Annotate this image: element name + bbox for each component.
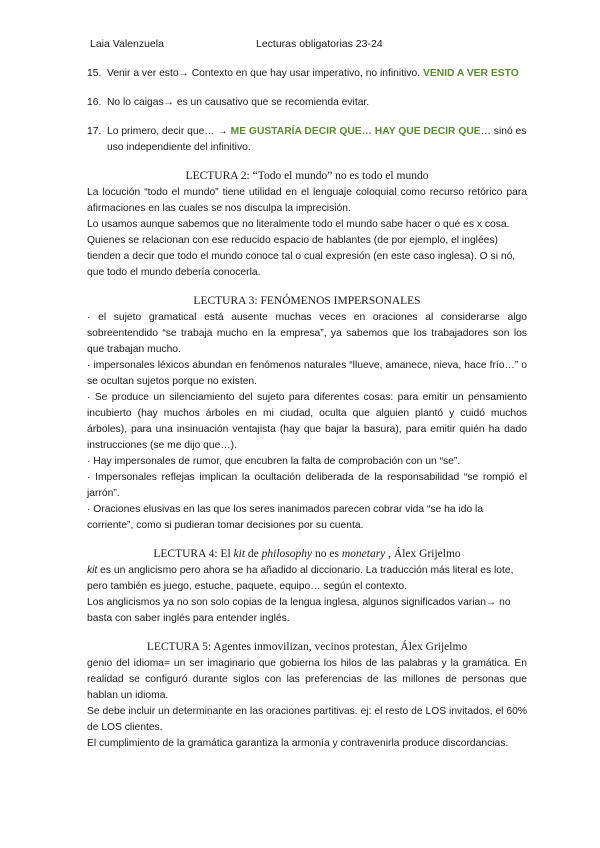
heading-part-italic: kit xyxy=(233,548,246,560)
list-text-plain: Lo primero, decir que… → xyxy=(107,126,231,137)
paragraph xyxy=(87,563,527,595)
paragraph: · Oraciones elusivas en las que los seres inanimados parecen cobrar vida “se ha ido la corriente”, como si pudieran tomar decisiones por su cuenta. xyxy=(87,504,484,531)
paragraph-text: es un anglicismo pero ahora se ha añadido al diccionario. La traducción más literal es lote, pero también es juego, estuche, paquete, equipo… según el contexto. xyxy=(87,565,514,592)
paragraph: Se debe incluir un determinante en las oraciones partitivas. ej: el resto de LOS invitados, el 60% de LOS clientes. xyxy=(87,706,527,733)
list-text-plain: … sinó es uso independiente del infinitivo. xyxy=(107,126,527,153)
italic-term: kit xyxy=(87,565,98,576)
list-text: No lo caigas→ es un causativo que se recomienda evitar. xyxy=(107,97,370,108)
list-number: 16. xyxy=(87,97,102,108)
paragraph: · Se produce un silenciamiento del sujeto para diferentes cosas: para emitir un pensamiento incubierto (hay muchos árboles en mi ciudad, oculta que alguien plantó y cuidó muchos árboles), para una insinuación ventajista (hay que bajar la basura), para emitir quién ha dado instrucciones (se me dijo que…). xyxy=(87,392,527,451)
list-text xyxy=(107,66,527,82)
highlighted-phrase: VENID A VER ESTO xyxy=(422,68,519,79)
list-item xyxy=(87,124,527,156)
section-heading-lectura-4 xyxy=(87,546,527,562)
document-body xyxy=(87,66,527,752)
list-number: 17. xyxy=(87,126,102,137)
highlighted-phrase: ME GUSTARÍA DECIR QUE… HAY QUE DECIR QUE xyxy=(230,126,481,137)
heading-part: no es xyxy=(312,548,342,560)
heading-part: LECTURA 4: El xyxy=(153,548,234,560)
list-item xyxy=(87,66,527,82)
list-text xyxy=(107,124,527,156)
paragraph: El cumplimiento de la gramática garantiza la armonía y contravenirla produce discordancias. xyxy=(87,738,509,749)
paragraph: La locución “todo el mundo” tiene utilidad en el lenguaje coloquial como recurso retórico para afirmaciones en las cuales se nos disculpa la imprecisión. xyxy=(87,187,527,214)
header-title: Lecturas obligatorias 23-24 xyxy=(256,38,383,50)
list-text-plain: Venir a ver esto→ Contexto en que hay usar imperativo, no infinitivo. xyxy=(107,68,423,79)
section-heading-lectura-3: LECTURA 3: FENÓMENOS IMPERSONALES xyxy=(193,295,421,307)
paragraph: · impersonales léxicos abundan en fenómenos naturales “llueve, amanece, nieva, hace frío…” o se ocultan sujetos porque no existen. xyxy=(87,360,527,387)
paragraph: Los anglicismos ya no son solo copias de la lengua inglesa, algunos significados varian→ no basta con saber inglés para entender inglés. xyxy=(87,597,511,624)
heading-part: , Álex Grijelmo xyxy=(385,548,461,560)
paragraph: · el sujeto gramatical está ausente muchas veces en oraciones al considerarse algo sobreentendido “se trabaja mucho en la empresa”, ya sabemos que los trabajadores son los que trabajan mucho. xyxy=(87,312,527,355)
heading-part: de xyxy=(245,548,262,560)
paragraph: · Hay impersonales de rumor, que encubren la falta de comprobación con un “se”. xyxy=(87,456,461,467)
paragraph: Lo usamos aunque sabemos que no literalmente todo el mundo sabe hacer o qué es x cosa. Quienes se relacionan con ese reducido espacio de hablantes (de por ejemplo, el inglées) tienden a decir que todo el mundo conoce tal o cual expresión (en este caso inglesa). O si nó, que todo el mundo debería conocerla. xyxy=(87,219,516,278)
heading-part-italic: philosophy xyxy=(261,548,313,560)
list-item xyxy=(87,95,527,111)
paragraph: genio del idioma= un ser imaginario que gobierna los hilos de las palabras y la gramática. En realidad se configuró durante siglos con las preferencias de las millones de personas que hablan un idioma. xyxy=(87,658,527,701)
section-heading-lectura-2: LECTURA 2: “Todo el mundo” no es todo el mundo xyxy=(185,170,429,182)
header-author: Laia Valenzuela xyxy=(90,38,164,50)
paragraph: · Impersonales reflejas implican la ocultación deliberada de la responsabilidad “se rompió el jarrón”. xyxy=(87,472,527,499)
section-heading-lectura-5: LECTURA 5: Agentes inmovilizan, vecinos protestan, Álex Grijelmo xyxy=(146,641,468,653)
heading-part-italic: monetary xyxy=(341,548,386,560)
list-number: 15. xyxy=(87,68,102,79)
